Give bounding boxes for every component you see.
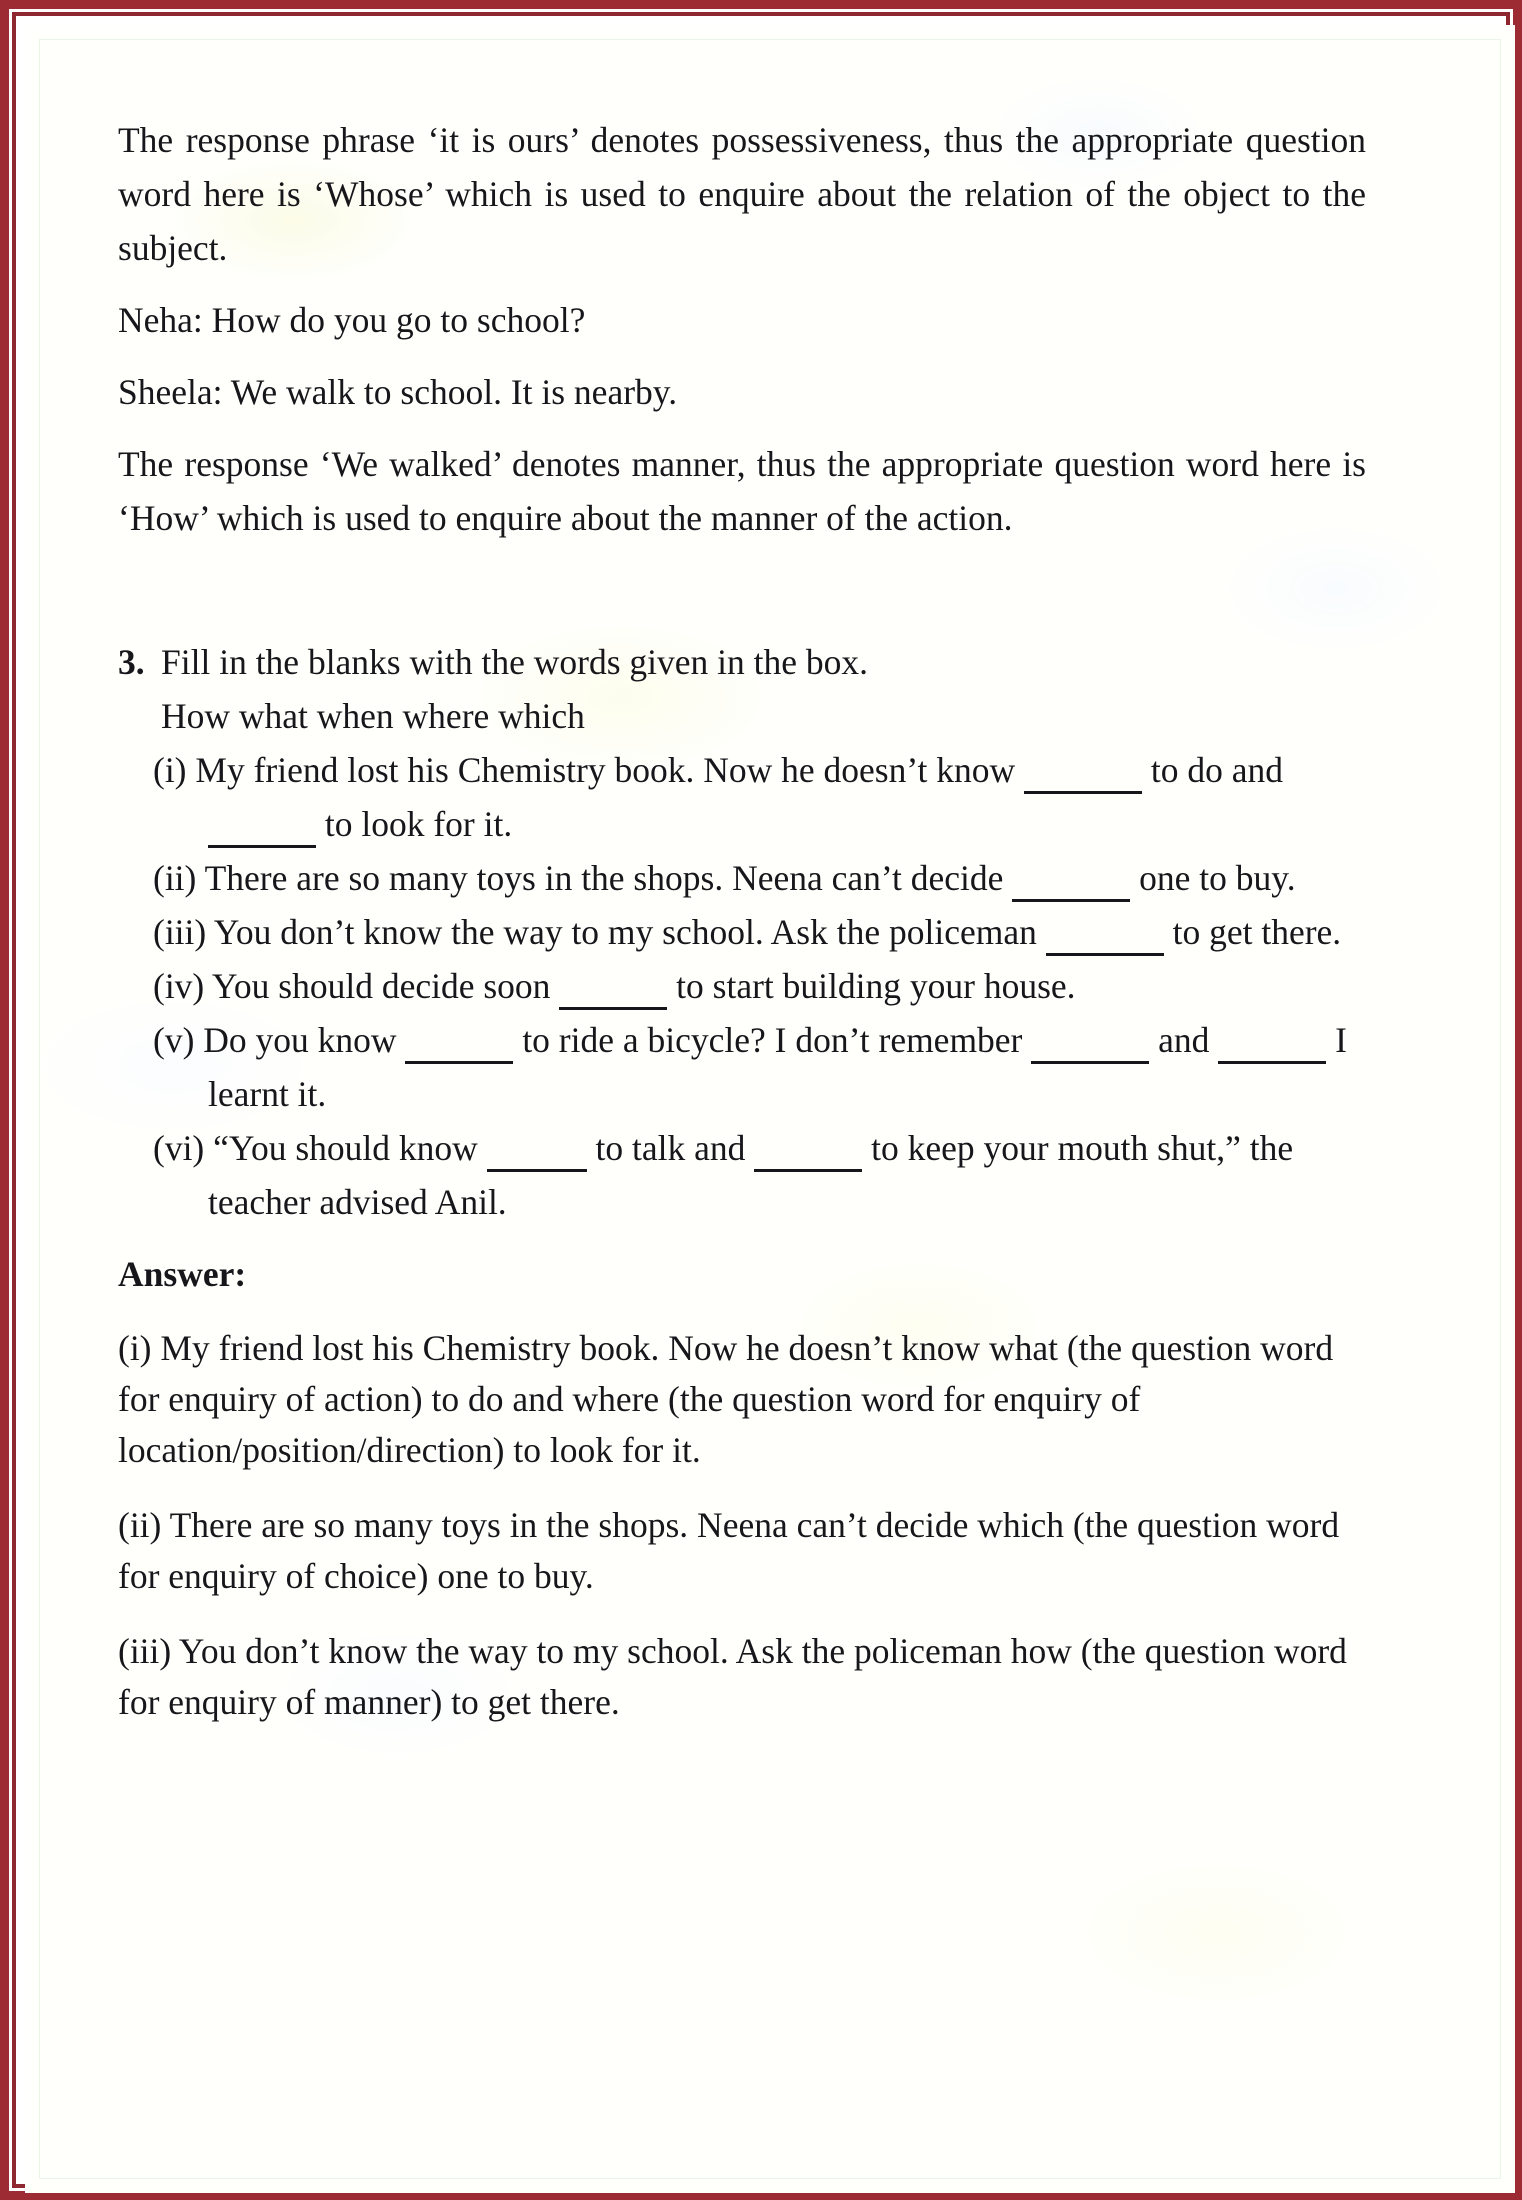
item-marker-v: (v) — [153, 1020, 195, 1060]
item-marker-iv: (iv) — [153, 966, 205, 1006]
exercise-item-v — [118, 1013, 1366, 1121]
exercise-item-iii — [118, 905, 1366, 959]
item-marker-i: (i) — [153, 750, 187, 790]
fill-blank-ii-1[interactable] — [1012, 877, 1130, 902]
exercise-instruction-row — [118, 635, 1366, 689]
item-text-iii-part1: You don’t know the way to my school. Ask the policeman — [213, 912, 1037, 952]
item-text-ii-part2: one to buy. — [1139, 858, 1296, 898]
item-text-ii-part1: There are so many toys in the shops. Neena can’t decide — [204, 858, 1004, 898]
answer-paragraph-iii: (iii) You don’t know the way to my school. Ask the policeman how (the question word for enquiry of manner) to get there. — [118, 1631, 1347, 1722]
item-text-iv-part2: to start building your house. — [676, 966, 1076, 1006]
document-content — [118, 113, 1366, 1752]
answer-paragraph-ii: (ii) There are so many toys in the shops. Neena can’t decide which (the question word for enquiry of choice) one to buy. — [118, 1505, 1340, 1596]
item-text-v-part3: and — [1158, 1020, 1210, 1060]
exercise-item-vi — [118, 1121, 1366, 1229]
item-text-vi-part1: “You should know — [213, 1128, 478, 1168]
item-text-v-part1: Do you know — [203, 1020, 397, 1060]
answer-paragraph-i: (i) My friend lost his Chemistry book. Now he doesn’t know what (the question word for enquiry of action) to do and where (the question word for enquiry of location/position/direction) to look for it. — [118, 1328, 1334, 1470]
item-text-iv-part1: You should decide soon — [211, 966, 551, 1006]
fill-blank-i-2[interactable] — [208, 823, 316, 848]
explanation-paragraph-1: The response phrase ‘it is ours’ denotes possessiveness, thus the appropriate question word here is ‘Whose’ which is used to enquire about the relation of the object to the subject. — [118, 120, 1366, 268]
item-text-vi-part3: to keep your mouth shut,” the teacher advised Anil. — [208, 1128, 1294, 1222]
explanation-paragraph-2: The response ‘We walked’ denotes manner, thus the appropriate question word here is ‘How’ which is used to enquire about the manner of the action. — [118, 444, 1366, 538]
exercise-item-ii — [118, 851, 1366, 905]
exercise-item-i — [118, 743, 1366, 851]
fill-blank-iii-1[interactable] — [1046, 931, 1164, 956]
fill-blank-v-2[interactable] — [1031, 1039, 1149, 1064]
exercise-word-box: How what when where which — [161, 696, 585, 736]
exercise-instruction-text: Fill in the blanks with the words given in the box. — [161, 642, 868, 682]
answer-heading: Answer: — [118, 1254, 247, 1294]
fill-blank-iv-1[interactable] — [559, 985, 667, 1010]
fill-blank-v-1[interactable] — [405, 1039, 513, 1064]
item-text-v-part2: to ride a bicycle? I don’t remember — [522, 1020, 1023, 1060]
item-text-i-part2: to do and — [1150, 750, 1284, 790]
item-text-iii-part2: to get there. — [1172, 912, 1342, 952]
dialogue-line-sheela: Sheela: We walk to school. It is nearby. — [118, 372, 678, 412]
fill-blank-vi-2[interactable] — [754, 1147, 862, 1172]
exercise-block-3 — [118, 635, 1366, 1229]
item-text-v-part4: I learnt it. — [208, 1020, 1347, 1114]
dialogue-line-neha: Neha: How do you go to school? — [118, 300, 586, 340]
section-spacer — [118, 563, 1366, 635]
item-text-i-part3: to look for it. — [324, 804, 513, 844]
exercise-number: 3. — [118, 642, 145, 682]
item-marker-vi: (vi) — [153, 1128, 205, 1168]
item-marker-iii: (iii) — [153, 912, 207, 952]
exercise-item-iv — [118, 959, 1366, 1013]
item-text-vi-part2: to talk and — [595, 1128, 746, 1168]
page-surface — [25, 25, 1515, 2193]
item-text-i-part1: My friend lost his Chemistry book. Now he doesn’t know — [195, 750, 1016, 790]
fill-blank-vi-1[interactable] — [487, 1147, 587, 1172]
exercise-item-list — [118, 743, 1366, 1229]
fill-blank-v-3[interactable] — [1218, 1039, 1326, 1064]
fill-blank-i-1[interactable] — [1024, 769, 1142, 794]
item-marker-ii: (ii) — [153, 858, 197, 898]
